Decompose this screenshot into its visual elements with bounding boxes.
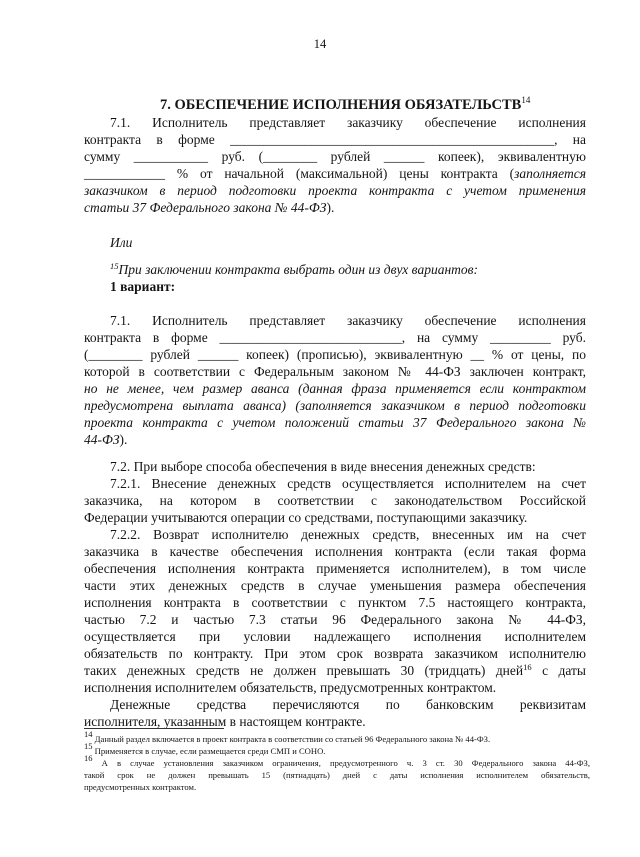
or-label: Или [110,235,133,250]
footnote-number: 15 [84,741,93,751]
paragraph-line: сумму ___________ руб. (________ рублей ______ копеек), эквивалентную [84,149,586,164]
paragraph-line: части этих денежных средств в случае уменьшения размера обеспечения [84,578,586,593]
footnote-15 [84,741,326,757]
footnote-ref-15: 15 [110,261,119,271]
footnote-number: 14 [84,729,93,739]
paragraph-line: заказчика, на котором в соответствии с законодательством Российской [84,493,586,508]
paragraph-line: (________ рублей ______ копеек) (прописью), эквивалентную __ % от цены, по [84,347,586,362]
paragraph-line: 7.1. Исполнитель представляет заказчику обеспечение исполнения [110,115,586,130]
paragraph-line: обязательств по контракту. При этом срок возврата заказчиком исполнителю [84,646,586,661]
paragraph-line: обеспечения исполнения контракта применяется исполнителем), в том числе [84,561,586,576]
paragraph-line [84,662,586,679]
italic-note-line: проекта контракта с учетом положений статьи 37 Федерального закона № [84,415,586,430]
variant-label: 1 вариант: [110,279,176,294]
paragraph-line: осуществляется при условии надлежащего исполнения исполнителем [84,629,586,644]
footnote-text: Применяется в случае, если размещается среди СМП и СОНО. [92,746,326,756]
italic-note: заполняется [514,166,586,181]
paragraph-line: частью 7.2 и частью 7.3 статьи 96 Федерального закона № 44-ФЗ, [84,612,586,627]
footnote-ref-14: 14 [521,95,531,105]
italic-note: 44-ФЗ [84,432,120,447]
paragraph-line [84,165,586,182]
choose-variant-note [110,261,478,278]
italic-note: статьи 37 Федерального закона № 44-ФЗ [84,200,327,215]
footnote-16 [84,753,590,769]
footnote-text: А в случае установления заказчиком ограничения, предусмотренного ч. 3 ст. 30 Федерального закона 44-ФЗ, [92,758,590,768]
paragraph-text: с даты [531,663,586,678]
italic-note-line: но не менее, чем размер аванса (данная фраза применяется если контрактом [84,381,586,396]
paragraph-line [84,199,334,216]
paragraph-line: 7.2. При выборе способа обеспечения в виде внесения денежных средств: [110,459,536,474]
paragraph-line: контракта в форме ________________________________________________, на [84,132,586,147]
paragraph-line: контракта в форме ___________________________, на сумму _________ руб. [84,330,586,345]
paragraph-line: исполнения контракта в соответствии с пунктом 7.5 настоящего контракта, [84,595,586,610]
footnote-text: Данный раздел включается в проект контракта в соответствии со статьей 96 Федерального закона № 44-ФЗ. [92,734,491,744]
paragraph-line: заказчика в качестве обеспечения исполнения контракта (если такая форма [84,544,586,559]
footnote-separator [84,728,224,729]
paragraph-line: Федерации учитываются операции со средствами, поступающими заказчику. [84,510,528,525]
italic-note-line: заказчиком в период подготовки проекта контракта с учетом применения [84,183,586,198]
page-number: 14 [313,37,327,51]
paragraph-text: таких денежных средств не должен превышать 30 (тридцать) дней [84,663,524,678]
paragraph-text: ). [119,432,128,447]
italic-note-line: предусмотрена выплата аванса) (заполняется заказчиком в период подготовки [84,398,586,413]
paragraph-line [84,431,127,448]
footnote-16-line: предусмотренных контрактом. [84,782,197,792]
paragraph-line: исполнения исполнителем обязательств, предусмотренных контрактом. [84,680,497,695]
paragraph-line: 7.1. Исполнитель представляет заказчику обеспечение исполнения [110,313,586,328]
section-title-text: 7. ОБЕСПЕЧЕНИЕ ИСПОЛНЕНИЯ ОБЯЗАТЕЛЬСТВ [160,97,522,113]
footnote-16-line: такой срок не должен превышать 15 (пятнадцать) дней с даты исполнения исполнителем обязательств, [84,770,590,780]
paragraph-line: Денежные средства перечисляются по банковским реквизитам [110,697,586,712]
paragraph-text: ____________ % от начальной (максимальной) цены контракта ( [84,166,515,181]
choose-variant-text: При заключении контракта выбрать один из двух вариантов: [118,262,478,277]
paragraph-line: 7.2.1. Внесение денежных средств осуществляется исполнителем на счет [110,476,586,491]
footnote-14 [84,729,491,745]
paragraph-text: ). [326,200,335,215]
footnote-number: 16 [84,753,93,763]
footnote-ref-16: 16 [523,662,532,672]
paragraph-line: 7.2.2. Возврат исполнителю денежных средств, внесенных им на счет [110,527,586,542]
paragraph-line: которой в соответствии с Федеральным законом № 44-ФЗ заключен контракт, [84,364,586,379]
section-title [160,97,530,114]
paragraph-line: исполнителя, указанным в настоящем контракте. [84,714,366,729]
